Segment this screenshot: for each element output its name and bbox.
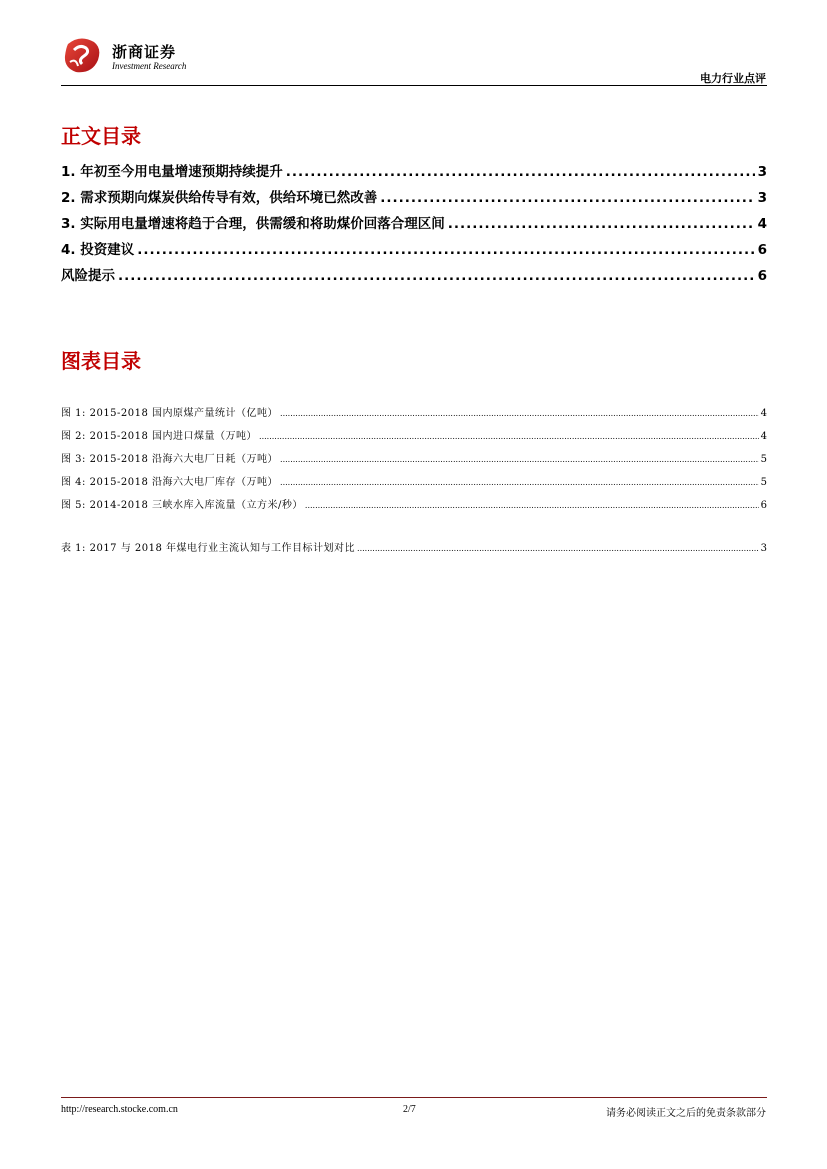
figure-item[interactable]	[61, 427, 767, 450]
company-logo-icon	[62, 36, 102, 76]
brand	[112, 43, 186, 72]
toc-list	[61, 160, 767, 290]
brand-name-cn: 浙商证券	[112, 43, 177, 61]
toc-item-label: 风险提示	[61, 268, 115, 284]
table-item-page: 3	[760, 543, 767, 554]
toc-item-page: 4	[757, 216, 767, 232]
footer-divider	[61, 1097, 767, 1098]
toc-item[interactable]	[61, 212, 767, 238]
figure-item-page: 5	[760, 477, 767, 488]
report-type: 电力行业点评	[700, 72, 766, 85]
disclaimer-note: 请务必阅读正文之后的免责条款部分	[606, 1108, 766, 1119]
table-item-label: 表 1: 2017 与 2018 年煤电行业主流认知与工作目标计划对比	[61, 543, 356, 554]
toc-item-page: 6	[757, 242, 767, 258]
figure-item-page: 6	[760, 500, 767, 511]
toc-item-label: 1. 年初至今用电量增速预期持续提升	[61, 164, 283, 180]
toc-item[interactable]	[61, 238, 767, 264]
figure-item[interactable]	[61, 473, 767, 496]
brand-name-en: Investment Research	[112, 61, 187, 71]
figure-item-label: 图 1: 2015-2018 国内原煤产量统计（亿吨）	[61, 408, 279, 419]
toc-item-page: 6	[757, 268, 767, 284]
figure-item-label: 图 3: 2015-2018 沿海六大电厂日耗（万吨）	[61, 454, 279, 465]
table-list	[61, 539, 767, 562]
figure-item[interactable]	[61, 404, 767, 427]
figure-item[interactable]	[61, 450, 767, 473]
figure-list	[61, 404, 767, 519]
toc-title: 正文目录	[61, 124, 141, 148]
toc-item-page: 3	[757, 164, 767, 180]
toc-item-page: 3	[757, 190, 767, 206]
page-number: 2/7	[403, 1104, 416, 1115]
figure-item-page: 5	[760, 454, 767, 465]
toc-item[interactable]	[61, 186, 767, 212]
footer-url[interactable]: http://research.stocke.com.cn	[61, 1104, 178, 1115]
toc-item[interactable]	[61, 160, 767, 186]
figure-item-page: 4	[760, 408, 767, 419]
figure-item-label: 图 5: 2014-2018 三峡水库入库流量（立方米/秒）	[61, 500, 303, 511]
toc-item-label: 2. 需求预期向煤炭供给传导有效，供给环境已然改善	[61, 190, 378, 206]
toc-item[interactable]	[61, 264, 767, 290]
figure-item-label: 图 4: 2015-2018 沿海六大电厂库存（万吨）	[61, 477, 279, 488]
figures-title: 图表目录	[61, 349, 141, 373]
table-item[interactable]	[61, 539, 767, 562]
figure-item-page: 4	[760, 431, 767, 442]
toc-item-label: 4. 投资建议	[61, 242, 135, 258]
toc-item-label: 3. 实际用电量增速将趋于合理，供需缓和将助煤价回落合理区间	[61, 216, 445, 232]
figure-item[interactable]	[61, 496, 767, 519]
header-divider	[61, 85, 767, 86]
figure-item-label: 图 2: 2015-2018 国内进口煤量（万吨）	[61, 431, 258, 442]
